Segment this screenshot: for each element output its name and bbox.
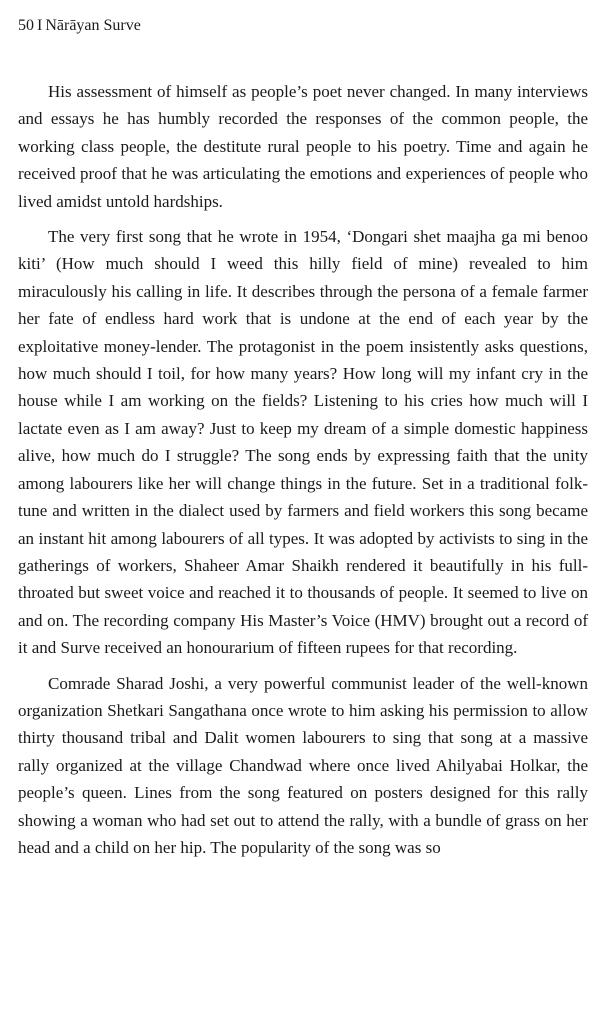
page-number: 50 [18, 17, 34, 34]
paragraph: Comrade Sharad Joshi, a very powerful communist leader of the well-known organization Shetkari Sangathana once wrote to him asking his permission to allow thirty thousand tribal and Dalit women labourers to sing that song at a massive rally organized at the village Chandwad where once lived Ahilyabai Holkar, the people’s queen. Lines from the song featured on posters designed for this rally showing a woman who had set out to attend the rally, with a bundle of grass on her head and a child on her hip. The popularity of the song was so [18, 673, 588, 857]
body-text [18, 78, 588, 869]
running-header [18, 16, 141, 36]
running-title: Nārāyan Surve [45, 17, 141, 34]
paragraph: The very first song that he wrote in 1954, ‘Dongari shet maajha ga mi benoo kiti’ (How much should I weed this hilly field of mine) revealed to him miraculously his calling in life. It describes through the persona of a female farmer her fate of endless hard work that is undone at the end of each year by the exploitative money-lender. The protagonist in the poem insistently asks questions, how much should I toil, for how many years? How long will my infant cry in the house while I am working on the fields? Listening to his cries how much will I lactate even as I am away? Just to keep my dream of a simple domestic happiness alive, how much do I struggle? The song ends by expressing faith that the unity among labourers like her will change things in the future. Set in a traditional folk-tune and written in the dialect used by farmers and field workers this song became an instant hit among labourers of all types. It was adopted by activists to sing in the gatherings of workers, Shaheer Amar Shaikh rendered it beautifully in his full-throated but sweet voice and reached it to thousands of people. It seemed to live on and on. The recording company His Master’s Voice (HMV) brought out a record of it and Surve received an honourarium of fifteen rupees for that recording. [18, 227, 588, 658]
paragraph: His assessment of himself as people’s poet never changed. In many interviews and essays he has humbly recorded the responses of the common people, the working class people, the destitute rural people to his poetry. Time and again he received proof that he was articulating the emotions and experiences of people who lived amidst untold hardships. [18, 82, 588, 211]
header-separator: I [37, 17, 43, 34]
